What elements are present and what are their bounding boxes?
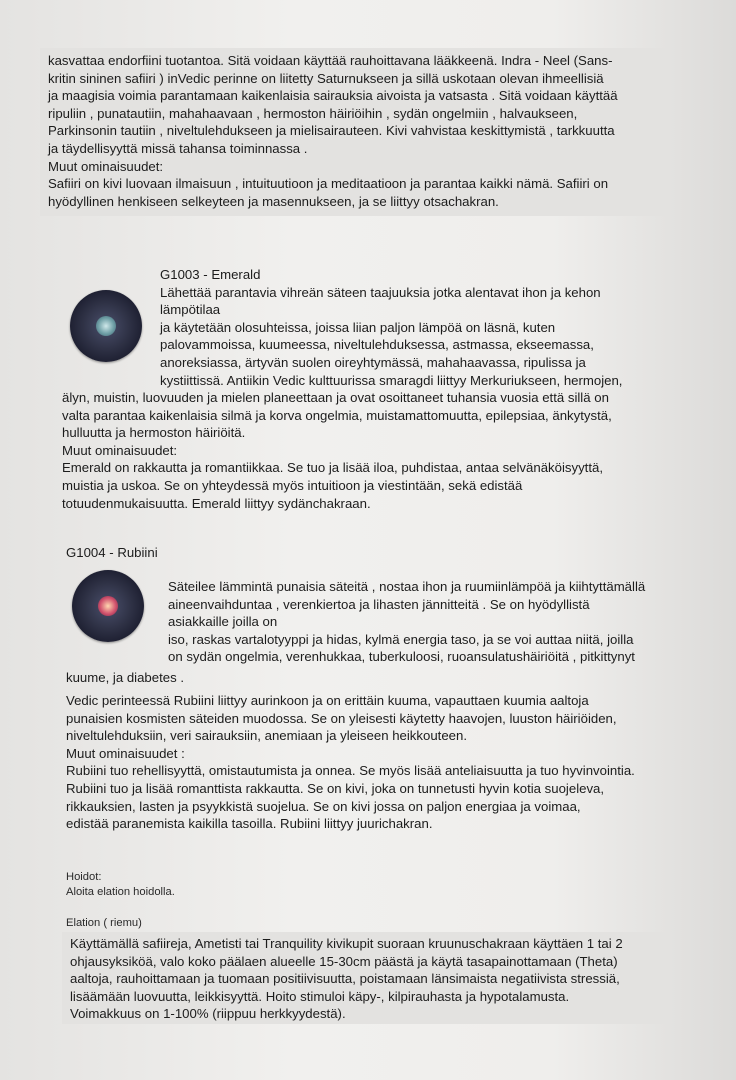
- text-line: ripuliin , punatautiin, mahahaavaan , hermoston häiriöihin , sydän ongelmiin , halvaukseen,: [48, 105, 578, 121]
- text-line: Säteilee lämmintä punaisia säteitä , nostaa ihon ja ruumiinlämpöä ja kiihtyttämällä: [168, 579, 646, 594]
- ruby-gem-icon: [98, 596, 118, 616]
- ruby-header-block: [168, 578, 645, 666]
- text-line: muistia ja uskoa. Se on yhteydessä myös intuitioon ja viestintään, sekä edistää: [62, 477, 523, 493]
- text-line: kritin sininen safiiri ) inVedic perinne on liitetty Saturnukseen ja sillä uskotaan olevan ihmeellisiä: [48, 70, 604, 86]
- other-properties-heading: Muut ominaisuudet:: [62, 442, 178, 458]
- emerald-header-block: [160, 266, 622, 389]
- text-line: edistää paranemista kaikilla tasoilla. Rubiini liittyy juurichakran.: [66, 816, 433, 832]
- elation-label: Elation ( riemu): [66, 917, 142, 929]
- text-line: asiakkaille joilla on: [168, 614, 278, 630]
- text-line: anoreksiassa, ärtyvän suolen oireyhtymässä, mahahaavassa, ripulissa ja: [160, 354, 586, 370]
- text-line: Rubiini tuo ja lisää romanttista rakkautta. Se on kivi, joka on tunnetusti hyvin kotia suojeleva,: [66, 780, 605, 796]
- text-line: älyn, muistin, luovuuden ja mielen planeettaan ja ovat osoittaneet tuhansia vuosia että sillä on: [62, 390, 609, 405]
- text-line: kasvattaa endorfiini tuotantoa. Sitä voidaan käyttää rauhoittavana lääkkeenä. Indra - Neel (Sans-: [48, 53, 613, 68]
- emerald-body-block: [62, 389, 612, 512]
- emerald-title: G1003 - Emerald: [160, 267, 261, 282]
- text-line: Rubiini tuo rehellisyyttä, omistautumista ja onnea. Se myös lisää anteliaisuutta ja tuo hyvinvointia.: [66, 763, 635, 779]
- text-line: ja käytetään olosuhteissa, joissa liian paljon lämpöä on läsnä, kuten: [160, 319, 556, 335]
- other-properties-heading: Muut ominaisuudet :: [66, 745, 185, 761]
- treatments-label: Hoidot:: [66, 871, 102, 883]
- treatments-block: [66, 870, 175, 900]
- text-line: lämpötilaa: [160, 302, 221, 318]
- text-line: niveltulehduksiin, veri sairauksiin, anemiaan ja yleiseen heikkouteen.: [66, 728, 467, 744]
- text-line: ja maagisia voimia parantamaan kaikenlaisia sairauksia aivoista ja vatsasta . Sitä voidaan käyttää: [48, 88, 618, 104]
- emerald-gem-icon: [96, 316, 116, 336]
- text-line: aineenvaihduntaa , verenkiertoa ja lihasten jännitteitä . Se on hyödyllistä: [168, 596, 590, 612]
- emerald-bowl-image: [70, 290, 142, 362]
- ruby-body-block: [66, 692, 635, 833]
- text-line: valta parantaa kaikenlaisia silmä ja korva ongelmia, muistamattomuutta, epilepsiaa, änkytystä,: [62, 407, 612, 423]
- text-line: hulluutta ja hermoston häiriöitä.: [62, 425, 246, 441]
- ruby-bowl-image: [72, 570, 144, 642]
- text-line: punaisien kosmisten säteiden muodossa. Se on yleisesti käytetty haavojen, luuston häiriöiden,: [66, 710, 617, 726]
- text-line: Emerald on rakkautta ja romantiikkaa. Se tuo ja lisää iloa, puhdistaa, antaa selvänäköisyyttä,: [62, 460, 603, 476]
- text-line: on sydän ongelmia, verenhukkaa, tuberkuloosi, ruoansulatushäiriöitä , pitkittynyt: [168, 649, 635, 665]
- text-line: iso, raskas vartalotyyppi ja hidas, kylmä energia taso, ja se voi auttaa niitä, joilla: [168, 631, 634, 647]
- text-line: totuudenmukaisuutta. Emerald liittyy sydänchakraan.: [62, 495, 371, 511]
- text-line: Lähettää parantavia vihreän säteen taajuuksia jotka alentavat ihon ja kehon: [160, 284, 601, 300]
- elation-description: [70, 935, 623, 1023]
- text-line: aaltoja, rauhoittamaan ja tuomaan positiivisuutta, poistamaan länsimaista negatiivista stressiä,: [70, 971, 620, 987]
- text-line: lisäämään luovuutta, leikkisyyttä. Hoito stimuloi käpy-, kilpirauhasta ja hypotalamusta.: [70, 988, 570, 1004]
- text-line: Voimakkuus on 1-100% (riippuu herkkyydestä).: [70, 1006, 346, 1022]
- ruby-title: G1004 - Rubiini: [66, 545, 158, 560]
- text-line: Parkinsonin tautiin , niveltulehdukseen ja mielisairauteen. Kivi vahvistaa keskittymistä , tarkkuutta: [48, 123, 615, 139]
- ruby-fever-line: kuume, ja diabetes .: [66, 670, 185, 685]
- text-line: ohjausyksiköä, valo koko päälaen alueelle 15-30cm päästä ja käytä tasapainottamaan (Theta): [70, 953, 618, 969]
- text-line: ja täydellisyyttä missä tahansa toiminnassa .: [48, 140, 308, 156]
- text-line: hyödyllinen henkiseen selkeyteen ja masennukseen, ja se liittyy otsachakran.: [48, 193, 499, 209]
- sapphire-description: [48, 52, 618, 210]
- text-line: rikkauksien, lasten ja psyykkistä suojelua. Se on kivi jossa on paljon energiaa ja voimaa,: [66, 798, 581, 814]
- text-line: Safiiri on kivi luovaan ilmaisuun , intuituutioon ja meditaatioon ja parantaa kaikki nämä. Safiiri on: [48, 176, 609, 192]
- text-line: palovammoissa, kuumeessa, niveltulehduksessa, astmassa, ekseemassa,: [160, 337, 594, 353]
- text-line: kystiittissä. Antiikin Vedic kulttuurissa smaragdi liittyy Merkuriukseen, hermojen,: [160, 372, 623, 388]
- other-properties-heading: Muut ominaisuudet:: [48, 158, 164, 174]
- text-line: Käyttämällä safiireja, Ametisti tai Tranquility kivikupit suoraan kruunuschakraan käyttäen 1 tai 2: [70, 936, 623, 951]
- text-line: Vedic perinteessä Rubiini liittyy aurinkoon ja on erittäin kuuma, vapauttaen kuumia aaltoja: [66, 693, 589, 708]
- treatments-text: Aloita elation hoidolla.: [66, 886, 175, 898]
